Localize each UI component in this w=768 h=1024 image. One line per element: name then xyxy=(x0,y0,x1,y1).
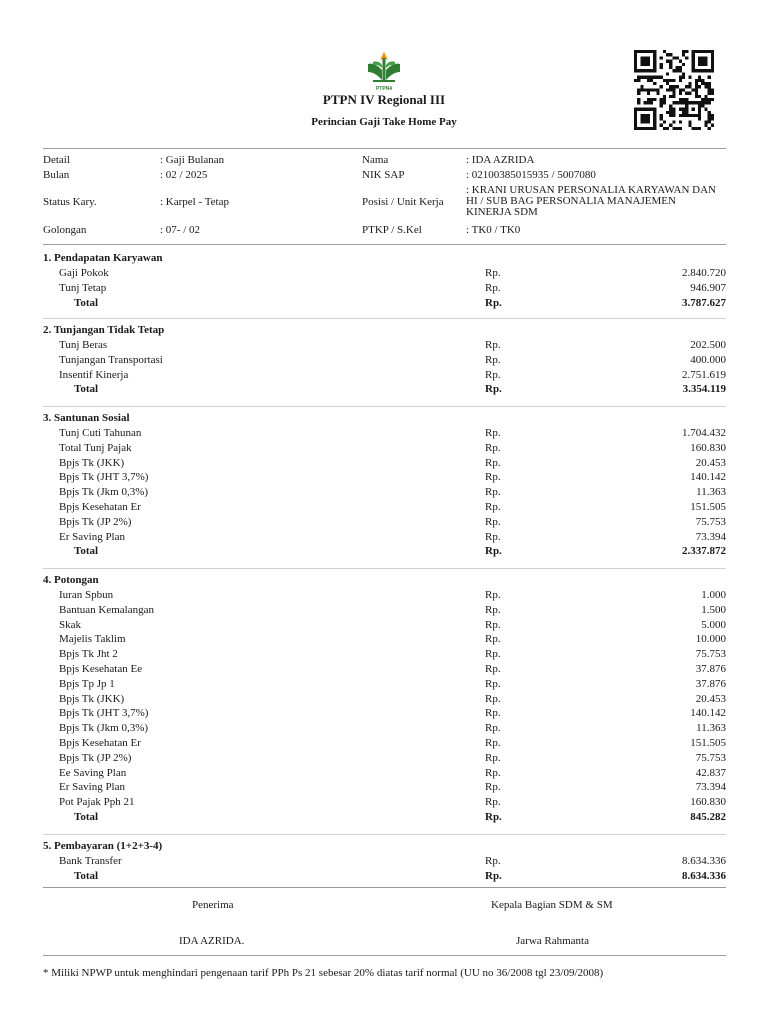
line-item xyxy=(0,632,768,647)
item-amount: 11.363 xyxy=(696,486,726,499)
item-label: Bpjs Tk Jht 2 xyxy=(59,648,118,661)
section-title: 1. Pendapatan Karyawan xyxy=(43,252,163,264)
document-title: Perincian Gaji Take Home Pay xyxy=(311,116,457,128)
logo-text: PTPN4 xyxy=(375,86,393,92)
currency: Rp. xyxy=(485,441,501,454)
line-item xyxy=(0,281,768,296)
item-label: Tunj Beras xyxy=(59,339,108,351)
item-label: Bpjs Tk (Jkm 0,3%) xyxy=(59,722,149,735)
item-label: Bpjs Tp Jp 1 xyxy=(59,677,115,690)
currency: Rp. xyxy=(485,427,501,439)
name-label: Nama xyxy=(362,154,389,166)
line-item xyxy=(0,677,768,692)
item-amount: 2.840.720 xyxy=(682,267,726,279)
line-item xyxy=(0,603,768,618)
item-amount: 37.876 xyxy=(695,662,726,675)
currency: Rp. xyxy=(485,781,501,794)
item-label: Bank Transfer xyxy=(59,855,122,867)
item-amount: 11.363 xyxy=(696,722,726,735)
currency: Rp. xyxy=(485,707,501,720)
currency: Rp. xyxy=(485,810,502,823)
divider xyxy=(43,568,726,569)
total-label: Total xyxy=(74,383,99,396)
line-item xyxy=(0,485,768,500)
line-item xyxy=(0,736,768,751)
item-amount: 1.500 xyxy=(701,603,726,616)
item-amount: 2.751.619 xyxy=(682,368,726,381)
month-value: : 02 / 2025 xyxy=(160,169,208,181)
item-amount: 75.753 xyxy=(695,648,726,661)
item-label: Total Tunj Pajak xyxy=(59,441,132,454)
currency: Rp. xyxy=(485,456,501,469)
currency: Rp. xyxy=(485,515,501,528)
section-income xyxy=(0,251,768,310)
company-logo-icon xyxy=(365,50,403,92)
line-item xyxy=(0,766,768,781)
detail-value: : Gaji Bulanan xyxy=(160,154,225,166)
item-label: Tunj Cuti Tahunan xyxy=(59,427,142,439)
item-amount: 75.753 xyxy=(695,751,726,764)
section-title: 4. Potongan xyxy=(43,574,99,586)
item-label: Bpjs Tk (Jkm 0,3%) xyxy=(59,486,149,499)
item-amount: 202.500 xyxy=(690,339,726,351)
line-item xyxy=(0,515,768,530)
divider xyxy=(43,318,726,319)
item-label: Insentif Kinerja xyxy=(59,368,129,381)
line-item xyxy=(0,368,768,383)
section-title: 3. Santunan Sosial xyxy=(43,412,130,424)
item-amount: 73.394 xyxy=(695,781,726,794)
ptkp-label: PTKP / S.Kel xyxy=(362,224,422,236)
currency: Rp. xyxy=(485,383,502,396)
currency: Rp. xyxy=(485,530,501,543)
total-amount: 8.634.336 xyxy=(682,869,726,882)
line-item xyxy=(0,266,768,281)
line-item xyxy=(0,751,768,766)
total-label: Total xyxy=(74,296,99,309)
currency: Rp. xyxy=(485,603,501,616)
section-total xyxy=(0,869,768,884)
item-label: Iuran Spbun xyxy=(59,589,114,601)
approver-role: Kepala Bagian SDM & SM xyxy=(491,899,613,911)
item-label: Ee Saving Plan xyxy=(59,766,127,779)
item-label: Skak xyxy=(59,618,81,631)
currency: Rp. xyxy=(485,500,501,513)
currency: Rp. xyxy=(485,368,501,381)
item-label: Er Saving Plan xyxy=(59,781,125,794)
line-item xyxy=(0,588,768,603)
currency: Rp. xyxy=(485,633,501,646)
currency: Rp. xyxy=(485,281,501,294)
item-label: Er Saving Plan xyxy=(59,530,125,543)
item-amount: 1.000 xyxy=(701,589,726,601)
line-item xyxy=(0,353,768,368)
item-label: Bpjs Tk (JP 2%) xyxy=(59,751,132,764)
divider xyxy=(43,148,726,149)
item-amount: 42.837 xyxy=(695,766,726,779)
currency: Rp. xyxy=(485,751,501,764)
company-name: PTPN IV Regional III xyxy=(322,92,446,107)
currency: Rp. xyxy=(485,339,501,351)
item-label: Bpjs Kesehatan Er xyxy=(59,736,141,749)
footnote: * Miliki NPWP untuk menghindari pengenaan tarif PPh Ps 21 sebesar 20% diatas tarif normal (UU no 36/2008 tgl 23/09/2008) xyxy=(43,967,604,979)
item-label: Bpjs Tk (JHT 3,7%) xyxy=(59,707,149,720)
line-item xyxy=(0,338,768,353)
line-item xyxy=(0,721,768,736)
divider xyxy=(43,955,726,956)
currency: Rp. xyxy=(485,855,501,867)
section-total xyxy=(0,296,768,311)
month-label: Bulan xyxy=(43,169,70,181)
item-label: Bpjs Tk (JKK) xyxy=(59,692,125,705)
item-label: Bpjs Tk (JKK) xyxy=(59,456,125,469)
line-item xyxy=(0,530,768,545)
status-value: : Karpel - Tetap xyxy=(160,196,229,208)
currency: Rp. xyxy=(485,353,501,366)
line-item xyxy=(0,426,768,441)
item-amount: 400.000 xyxy=(690,353,726,366)
section-total xyxy=(0,544,768,559)
position-value: : KRANI URUSAN PERSONALIA KARYAWAN DAN HI / SUB BAG PERSONALIA MANAJEMEN KINERJA SDM xyxy=(466,184,716,218)
item-amount: 20.453 xyxy=(695,456,726,469)
total-amount: 3.354.119 xyxy=(682,383,726,396)
divider xyxy=(43,887,726,888)
item-label: Bpjs Kesehatan Er xyxy=(59,500,141,513)
ptkp-value: : TK0 / TK0 xyxy=(466,224,521,236)
line-item xyxy=(0,470,768,485)
item-label: Bpjs Tk (JHT 3,7%) xyxy=(59,471,149,484)
line-item xyxy=(0,456,768,471)
item-amount: 160.830 xyxy=(690,796,726,809)
currency: Rp. xyxy=(485,722,501,735)
item-label: Gaji Pokok xyxy=(59,267,109,279)
grade-value: : 07- / 02 xyxy=(160,224,201,236)
item-amount: 20.453 xyxy=(695,692,726,705)
item-amount: 1.704.432 xyxy=(682,427,726,439)
currency: Rp. xyxy=(485,677,501,690)
line-item xyxy=(0,854,768,869)
item-label: Tunjangan Transportasi xyxy=(59,353,163,366)
currency: Rp. xyxy=(485,618,501,631)
recipient-role: Penerima xyxy=(192,899,234,911)
currency: Rp. xyxy=(485,589,501,601)
total-amount: 3.787.627 xyxy=(682,296,726,309)
qr-code-icon xyxy=(632,50,716,130)
item-label: Majelis Taklim xyxy=(59,633,126,646)
section-total xyxy=(0,382,768,397)
line-item xyxy=(0,706,768,721)
line-item xyxy=(0,647,768,662)
currency: Rp. xyxy=(485,486,501,499)
line-item xyxy=(0,780,768,795)
item-amount: 73.394 xyxy=(695,530,726,543)
divider xyxy=(43,834,726,835)
item-amount: 37.876 xyxy=(695,677,726,690)
recipient-name: IDA AZRIDA. xyxy=(179,935,245,947)
line-item xyxy=(0,618,768,633)
item-amount: 5.000 xyxy=(701,618,726,631)
item-amount: 140.142 xyxy=(690,707,726,720)
item-amount: 151.505 xyxy=(690,736,726,749)
line-item xyxy=(0,441,768,456)
nik-value: : 02100385015935 / 5007080 xyxy=(466,169,596,181)
item-label: Tunj Tetap xyxy=(59,281,107,294)
total-amount: 845.282 xyxy=(690,810,726,823)
item-amount: 75.753 xyxy=(695,515,726,528)
currency: Rp. xyxy=(485,471,501,484)
grade-label: Golongan xyxy=(43,224,87,236)
currency: Rp. xyxy=(485,648,501,661)
approver-name: Jarwa Rahmanta xyxy=(516,935,589,947)
currency: Rp. xyxy=(485,736,501,749)
section-allowance xyxy=(0,323,768,397)
item-amount: 946.907 xyxy=(690,281,726,294)
currency: Rp. xyxy=(485,662,501,675)
item-amount: 10.000 xyxy=(695,633,726,646)
currency: Rp. xyxy=(485,296,502,309)
line-item xyxy=(0,795,768,810)
status-label: Status Kary. xyxy=(43,196,97,208)
line-item xyxy=(0,662,768,677)
nik-label: NIK SAP xyxy=(362,169,405,181)
currency: Rp. xyxy=(485,545,502,558)
divider xyxy=(43,244,726,245)
item-amount: 160.830 xyxy=(690,441,726,454)
section-title: 2. Tunjangan Tidak Tetap xyxy=(43,324,165,336)
total-label: Total xyxy=(74,869,99,882)
currency: Rp. xyxy=(485,796,501,809)
item-label: Bpjs Tk (JP 2%) xyxy=(59,515,132,528)
currency: Rp. xyxy=(485,692,501,705)
currency: Rp. xyxy=(485,869,502,882)
total-label: Total xyxy=(74,545,99,558)
item-amount: 8.634.336 xyxy=(682,855,726,867)
section-total xyxy=(0,810,768,825)
item-amount: 140.142 xyxy=(690,471,726,484)
currency: Rp. xyxy=(485,766,501,779)
position-label: Posisi / Unit Kerja xyxy=(362,196,444,208)
section-social xyxy=(0,411,768,559)
line-item xyxy=(0,692,768,707)
section-title: 5. Pembayaran (1+2+3-4) xyxy=(43,840,163,852)
total-label: Total xyxy=(74,810,99,823)
total-amount: 2.337.872 xyxy=(682,545,726,558)
name-value: : IDA AZRIDA xyxy=(466,154,535,166)
line-item xyxy=(0,500,768,515)
item-amount: 151.505 xyxy=(690,500,726,513)
section-payment xyxy=(0,839,768,884)
section-deductions xyxy=(0,573,768,825)
detail-label: Detail xyxy=(43,154,70,166)
item-label: Bantuan Kemalangan xyxy=(59,603,154,616)
item-label: Pot Pajak Pph 21 xyxy=(59,796,135,809)
item-label: Bpjs Kesehatan Ee xyxy=(59,662,143,675)
currency: Rp. xyxy=(485,267,501,279)
divider xyxy=(43,406,726,407)
